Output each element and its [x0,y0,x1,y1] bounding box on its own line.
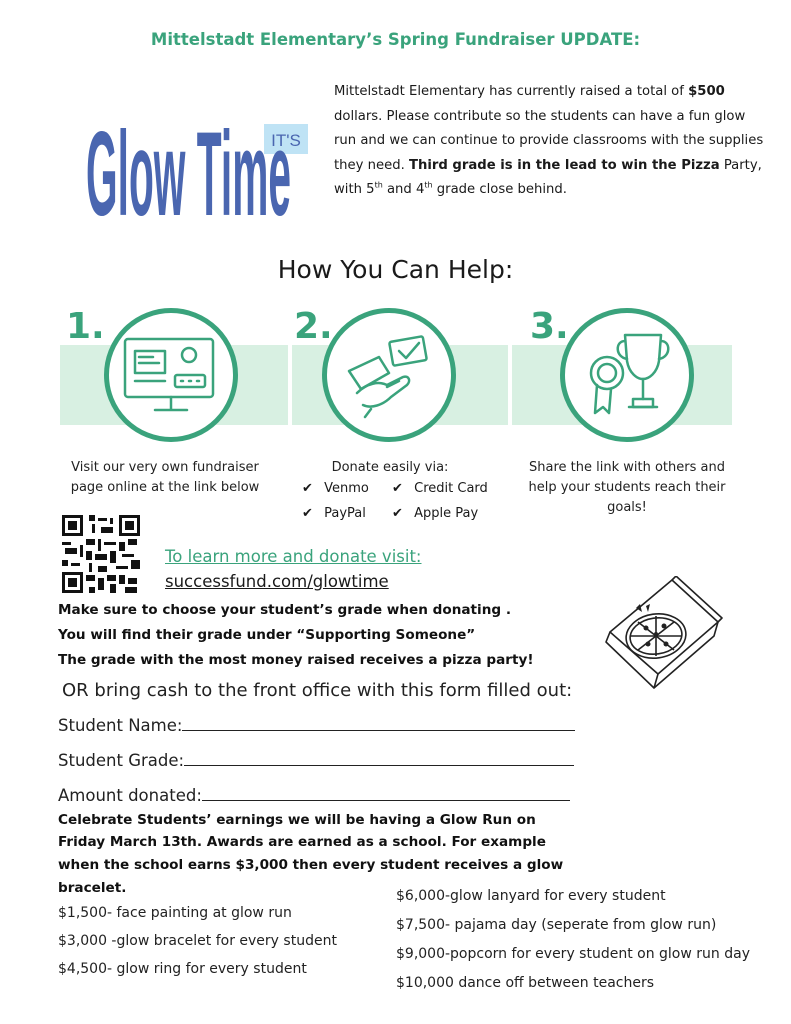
step-number-2: 2. [294,306,333,347]
step-number-3: 3. [530,306,569,347]
computer-icon [109,313,233,437]
reward-item: $6,000-glow lanyard for every student [396,888,666,904]
student-grade-blank[interactable] [184,751,574,766]
student-name-field[interactable] [58,716,575,735]
logo-badge-text: IT'S [271,131,301,150]
step-3-caption: Share the link with others and help your students reach their goals! [528,460,726,515]
step-1-caption: Visit our very own fundraiser page online at the link below [70,460,260,495]
check-icon: ✔ [302,481,313,496]
step-number-1: 1. [66,306,105,347]
instruction-line-1: Make sure to choose your student’s grade when donating . [58,602,512,618]
learn-more-link[interactable]: To learn more and donate visit: [165,547,422,566]
cash-option-line: OR bring cash to the front office with this form filled out: [62,680,573,701]
reward-item: $7,500- pajama day (seperate from glow run) [396,917,717,933]
student-grade-field[interactable] [58,751,574,770]
celebrate-line-3: when the school earns $3,000 then every student receives a glow [58,857,564,873]
option-apple-pay: ✔ Apple Pay [392,503,478,525]
check-icon: ✔ [392,481,403,496]
intro-paragraph: Mittelstadt Elementary has currently raised a total of $500 dollars. Please contribute so the students can have a fun glow run and we can continue to provide classrooms with the supplies they need. Third grade is in the lead to win the Pizza Party, with 5th and 4th grade close behind. [334,84,764,197]
student-name-blank[interactable] [182,716,575,731]
amount-donated-field[interactable] [58,786,570,805]
glow-time-logo [86,80,316,220]
qr-code[interactable] [62,515,140,593]
step-3-circle [560,308,694,442]
logo-main-text: Glow Time [86,107,291,220]
fundraiser-url-link[interactable]: successfund.com/glowtime [165,572,389,591]
trophy-medal-icon [565,313,689,437]
amount-raised: $500 [688,84,725,99]
instruction-line-2: You will find their grade under “Supporting Someone” [58,627,476,643]
reward-item: $4,500- glow ring for every student [58,961,307,977]
celebrate-line-1: Celebrate Students’ earnings we will be having a Glow Run on [58,812,536,828]
celebrate-line-4: bracelet. [58,880,127,896]
page-title: Mittelstadt Elementary’s Spring Fundraiser UPDATE: [150,30,641,49]
check-icon: ✔ [302,506,313,521]
reward-item: $10,000 dance off between teachers [396,975,655,991]
band-divider [508,345,512,425]
reward-item: $1,500- face painting at glow run [58,905,292,921]
step-1-circle [104,308,238,442]
instruction-line-3: The grade with the most money raised receives a pizza party! [58,652,534,668]
step-2-circle [322,308,456,442]
payment-hand-icon [327,313,451,437]
help-heading: How You Can Help: [277,255,514,284]
pizza-box-illustration [600,576,724,694]
option-credit-card: ✔ Credit Card [392,478,488,500]
reward-item: $3,000 -glow bracelet for every student [58,933,337,949]
band-divider [288,345,292,425]
option-paypal: ✔ PayPal [302,503,366,525]
step-2-caption: Donate easily via: [331,460,449,475]
check-icon: ✔ [392,506,403,521]
reward-item: $9,000-popcorn for every student on glow run day [396,946,750,962]
celebrate-line-2: Friday March 13th. Awards are earned as a school. For example [58,834,546,850]
option-venmo: ✔ Venmo [302,478,369,500]
lead-statement: Third grade is in the lead to win the Pizza [408,157,720,173]
amount-donated-blank[interactable] [202,786,570,801]
amount-donated-label: Amount donated: [58,786,202,805]
student-grade-label: Student Grade: [58,751,185,770]
student-name-label: Student Name: [58,716,183,735]
